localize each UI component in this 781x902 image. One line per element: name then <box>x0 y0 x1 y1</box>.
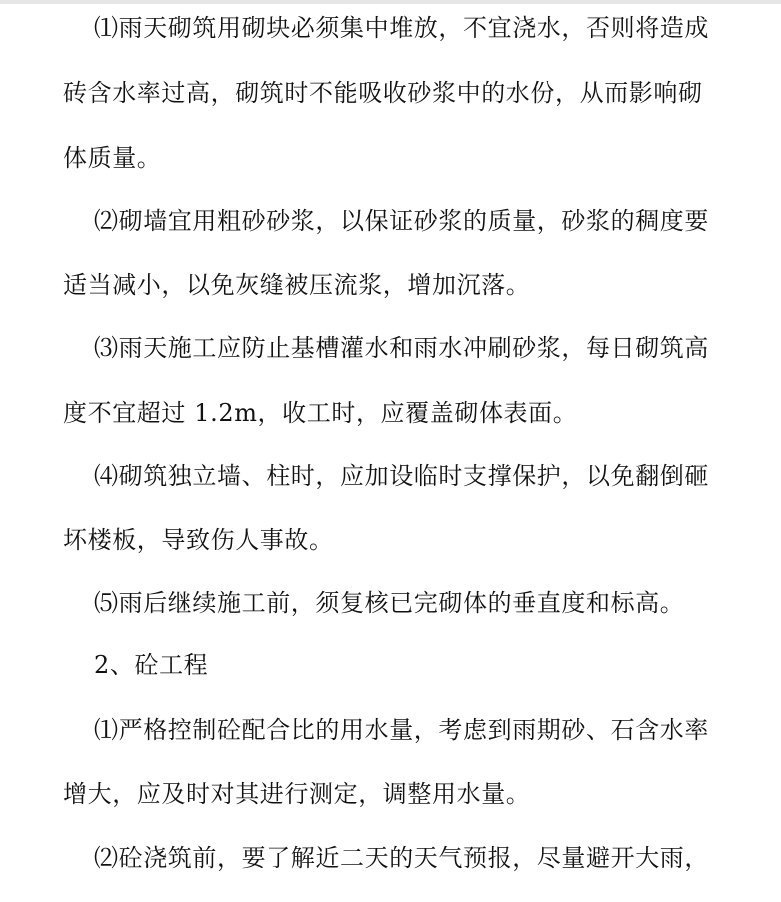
text-line-4: ⑵砌墙宜用粗砂砂浆，以保证砂浆的质量，砂浆的稠度要 <box>94 207 709 235</box>
text-line-6: ⑶雨天施工应防止基槽灌水和雨水冲刷砂浆，每日砌筑高 <box>94 334 709 362</box>
text-line-12: ⑴严格控制砼配合比的用水量，考虑到雨期砂、石含水率 <box>94 716 709 744</box>
text-line-13: 增大，应及时对其进行测定，调整用水量。 <box>63 780 531 808</box>
section-heading: 2、砼工程 <box>94 651 209 679</box>
text-line-5: 适当减小，以免灰缝被压流浆，增加沉落。 <box>63 271 531 299</box>
text-line-2: 砖含水率过高，砌筑时不能吸收砂浆中的水份，从而影响砌 <box>63 79 703 107</box>
text-line-3: 体质量。 <box>63 144 162 172</box>
text-line-8: ⑷砌筑独立墙、柱时，应加设临时支撑保护，以免翻倒砸 <box>94 462 709 490</box>
text-line-1: ⑴雨天砌筑用砌块必须集中堆放，不宜浇水，否则将造成 <box>94 14 709 42</box>
top-divider <box>0 0 781 4</box>
text-line-14: ⑵砼浇筑前，要了解近二天的天气预报，尽量避开大雨， <box>94 844 709 872</box>
text-line-9: 坏楼板，导致伤人事故。 <box>63 526 334 554</box>
text-line-10: ⑸雨后继续施工前，须复核已完砌体的垂直度和标高。 <box>94 589 685 617</box>
text-line-7: 度不宜超过 1.2m，收工时，应覆盖砌体表面。 <box>63 399 578 427</box>
